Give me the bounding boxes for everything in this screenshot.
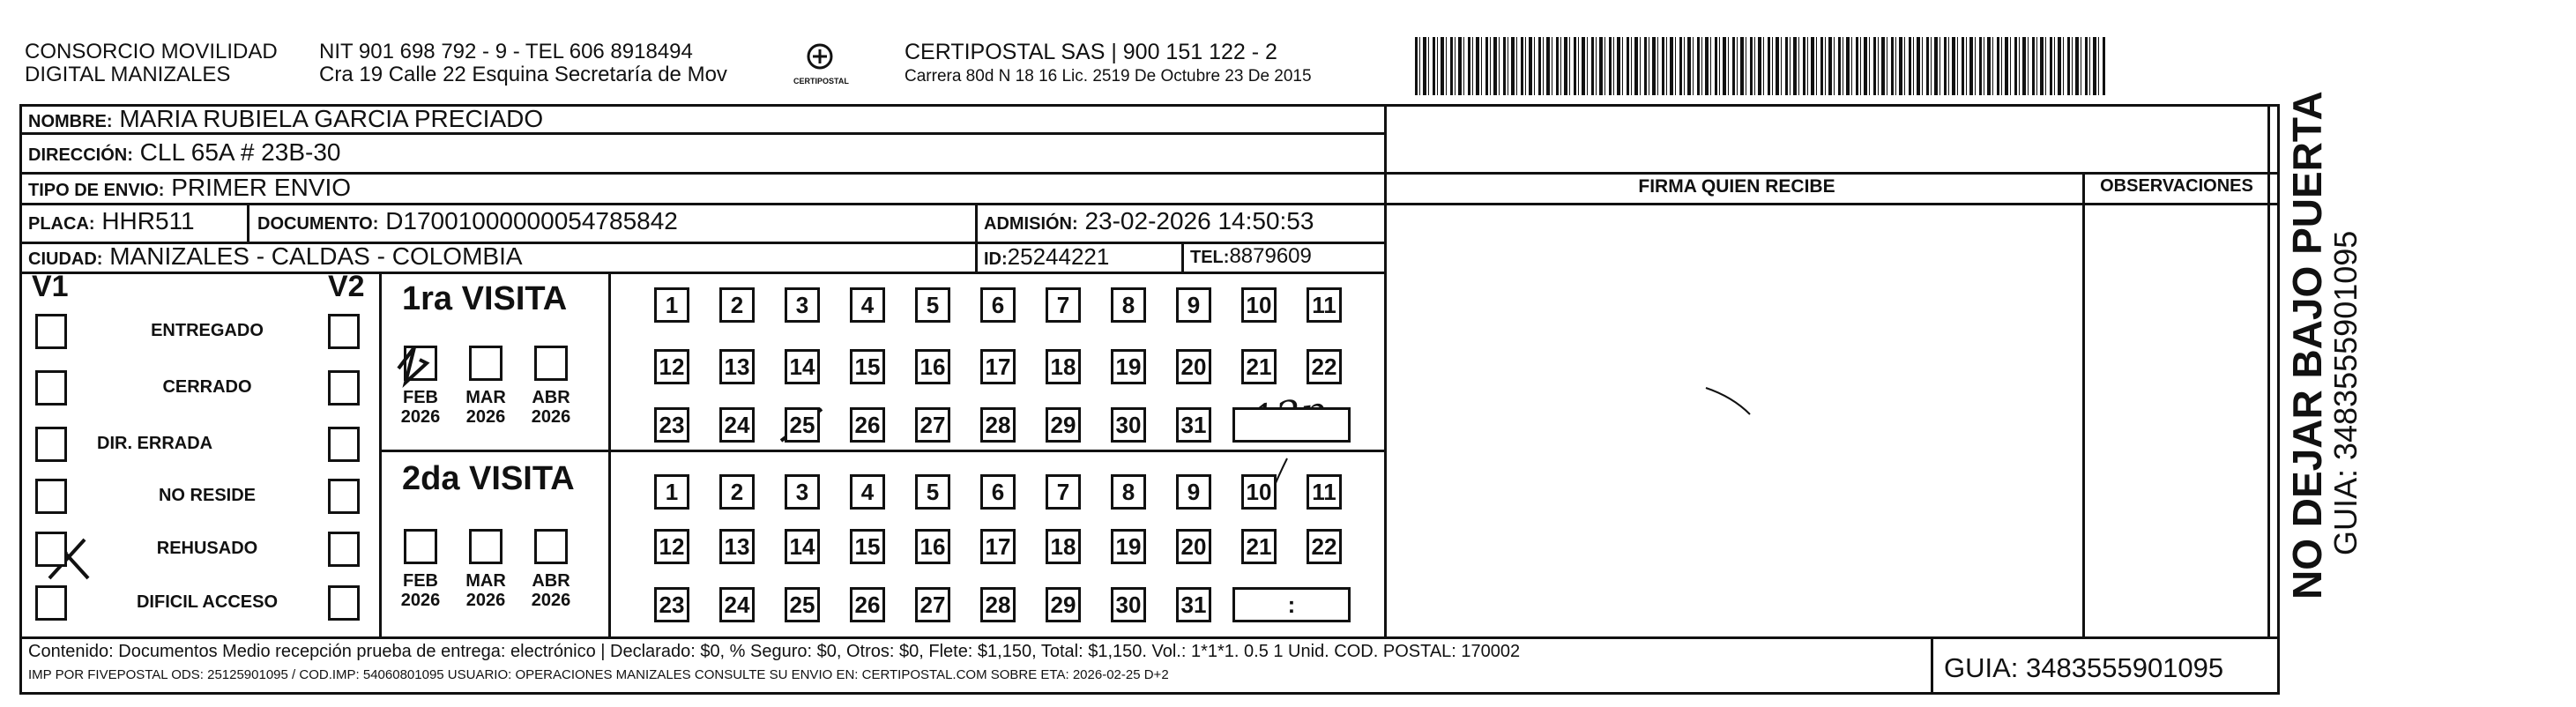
status-reason: DIFICIL ACCESO <box>136 592 278 612</box>
nombre-value: MARIA RUBIELA GARCIA PRECIADO <box>119 105 544 132</box>
visit2-day-box: 2 <box>719 474 755 510</box>
visit1-day-box: 16 <box>915 349 950 384</box>
visit1-day-box: 19 <box>1111 349 1146 384</box>
direccion-value: CLL 65A # 23B-30 <box>139 138 341 166</box>
visit1-day-box: 7 <box>1046 287 1081 323</box>
visit1-month-checkbox <box>404 346 437 381</box>
visit2-month-checkbox <box>404 529 437 564</box>
visit2-day-box: 22 <box>1307 529 1342 564</box>
status-reason: CERRADO <box>162 377 252 397</box>
tel-label: TEL: <box>1190 248 1230 267</box>
id-value: 25244221 <box>1007 243 1110 270</box>
visit1-day-box: 28 <box>980 407 1016 443</box>
visit1-day-box: 17 <box>980 349 1016 384</box>
tipo-label: TIPO DE ENVIO: <box>28 181 165 200</box>
v2-checkbox <box>328 532 360 567</box>
visit1-month-checkbox <box>534 346 568 381</box>
visit2-day-box: 12 <box>654 529 689 564</box>
courier-name: CERTIPOSTAL SAS | 900 151 122 - 2 <box>905 40 1277 64</box>
visit2-month-checkbox <box>534 529 568 564</box>
tel-value: 8879609 <box>1229 244 1312 268</box>
visit2-day-box: 29 <box>1046 587 1081 622</box>
admision-value: 23-02-2026 14:50:53 <box>1084 207 1314 234</box>
stray-mark <box>1706 388 1750 414</box>
visit1-day-box: 27 <box>915 407 950 443</box>
visit2-day-box: 26 <box>850 587 885 622</box>
v1-checkbox <box>35 479 67 514</box>
visit2-title: 2da VISITA <box>402 460 575 497</box>
visit1-day-box: 31 <box>1176 407 1211 443</box>
visit1-day-box: 1 <box>654 287 689 323</box>
visit1-day-box: 12 <box>654 349 689 384</box>
logo-text: CERTIPOSTAL <box>793 77 849 86</box>
status-reason: DIR. ERRADA <box>97 434 213 453</box>
visit1-day-box: 14 <box>785 349 820 384</box>
visit2-month-label: MAR <box>465 571 506 591</box>
visit2-day-box: 18 <box>1046 529 1081 564</box>
visit2-day-box: 24 <box>719 587 755 622</box>
v1-checkbox <box>35 370 67 406</box>
visit1-day-box: 23 <box>654 407 689 443</box>
status-reason: NO RESIDE <box>158 486 257 505</box>
v2-checkbox <box>328 370 360 406</box>
v2-header: V2 <box>328 270 365 303</box>
visit2-day-box: 28 <box>980 587 1016 622</box>
visit2-day-box: 10 <box>1241 474 1277 510</box>
v1-checkbox <box>35 427 67 462</box>
courier-license: Carrera 80d N 18 16 Lic. 2519 De Octubre 23 De 2015 <box>905 67 1312 86</box>
visit2-day-box: 19 <box>1111 529 1146 564</box>
v2-checkbox <box>328 585 360 621</box>
side-guia: GUIA: 3483555901095 <box>2327 230 2364 555</box>
visit2-year-label: 2026 <box>400 591 441 610</box>
visit2-day-box: 11 <box>1307 474 1342 510</box>
status-reason: REHUSADO <box>156 539 258 558</box>
visit2-day-box: 27 <box>915 587 950 622</box>
admision-label: ADMISIÓN: <box>984 214 1078 234</box>
status-reason: ENTREGADO <box>151 321 264 340</box>
observaciones-header: OBSERVACIONES <box>2100 176 2253 196</box>
visit1-day-box: 9 <box>1176 287 1211 323</box>
placa-label: PLACA: <box>28 214 95 234</box>
visit1-day-box: 11 <box>1307 287 1342 323</box>
v1-checkbox <box>35 585 67 621</box>
firma-header: FIRMA QUIEN RECIBE <box>1638 176 1835 197</box>
visit1-year-label: 2026 <box>465 407 506 427</box>
visit2-month-label: FEB <box>403 571 438 591</box>
visit2-day-box: 7 <box>1046 474 1081 510</box>
visit1-month-checkbox <box>469 346 503 381</box>
visit2-day-box: 16 <box>915 529 950 564</box>
visit1-day-box: 26 <box>850 407 885 443</box>
visit1-day-box: 6 <box>980 287 1016 323</box>
documento-value: D17001000000054785842 <box>385 207 678 234</box>
visit1-day-box: 15 <box>850 349 885 384</box>
tipo-value: PRIMER ENVIO <box>171 174 352 201</box>
visit1-day-box: 18 <box>1046 349 1081 384</box>
visit2-day-box: 8 <box>1111 474 1146 510</box>
visit2-day-box: 9 <box>1176 474 1211 510</box>
nombre-label: NOMBRE: <box>28 112 113 131</box>
v1-header: V1 <box>32 270 69 303</box>
visit1-day-box: 8 <box>1111 287 1146 323</box>
visit2-time-box: : <box>1232 587 1351 622</box>
visit2-day-box: 21 <box>1241 529 1277 564</box>
visit1-day-box: 10 <box>1241 287 1277 323</box>
visit2-day-box: 4 <box>850 474 885 510</box>
visit1-day-box: 5 <box>915 287 950 323</box>
side-notice: NO DEJAR BAJO PUERTA <box>2284 91 2330 599</box>
visit1-day-box: 2 <box>719 287 755 323</box>
visit1-month-label: MAR <box>465 388 506 407</box>
company-nit: NIT 901 698 792 - 9 - TEL 606 8918494 <box>319 40 693 63</box>
visit1-day-box: 3 <box>785 287 820 323</box>
visit2-day-box: 20 <box>1176 529 1211 564</box>
visit2-day-box: 23 <box>654 587 689 622</box>
v2-checkbox <box>328 479 360 514</box>
v2-checkbox <box>328 427 360 462</box>
company-name-line1: CONSORCIO MOVILIDAD <box>25 40 278 63</box>
visit2-year-label: 2026 <box>531 591 571 610</box>
visit2-day-box: 30 <box>1111 587 1146 622</box>
visit1-time-box <box>1232 407 1351 443</box>
company-name-line2: DIGITAL MANIZALES <box>25 63 231 86</box>
visit2-day-box: 25 <box>785 587 820 622</box>
visit1-day-box: 20 <box>1176 349 1211 384</box>
visit1-day-box: 22 <box>1307 349 1342 384</box>
visit1-title: 1ra VISITA <box>402 280 568 317</box>
visit2-day-box: 3 <box>785 474 820 510</box>
visit1-year-label: 2026 <box>400 407 441 427</box>
ciudad-value: MANIZALES - CALDAS - COLOMBIA <box>109 242 523 270</box>
visit2-day-box: 14 <box>785 529 820 564</box>
visit1-day-box: 13 <box>719 349 755 384</box>
visit2-day-box: 13 <box>719 529 755 564</box>
visit1-month-label: FEB <box>403 388 438 407</box>
footer-content: Contenido: Documentos Medio recepción prueba de entrega: electrónico | Declarado: $0, % Seguro: $0, Otros: $0, Flete: $1,150, Total: $1,150. Vol.: 1*1*1. 0.5 1 Unid. COD. POSTAL: 170002 <box>28 642 1521 661</box>
visit1-month-label: ABR <box>532 388 570 407</box>
v2-checkbox <box>328 314 360 349</box>
visit1-day-box: 4 <box>850 287 885 323</box>
visit1-day-box: 24 <box>719 407 755 443</box>
company-address: Cra 19 Calle 22 Esquina Secretaría de Mov <box>319 63 727 86</box>
visit2-day-box: 5 <box>915 474 950 510</box>
id-label: ID: <box>984 249 1008 269</box>
visit2-year-label: 2026 <box>465 591 506 610</box>
ciudad-label: CIUDAD: <box>28 249 103 269</box>
documento-label: DOCUMENTO: <box>257 214 379 234</box>
placa-value: HHR511 <box>101 207 195 234</box>
visit2-day-box: 1 <box>654 474 689 510</box>
visit2-day-box: 15 <box>850 529 885 564</box>
footer-imp: IMP POR FIVEPOSTAL ODS: 25125901095 / COD.IMP: 54060801095 USUARIO: OPERACIONES MANIZALES CONSULTE SU ENVIO EN: CERTIPOSTAL.COM SOBRE ETA: 2026-02-25 D+2 <box>28 667 1169 682</box>
visit2-month-checkbox <box>469 529 503 564</box>
v1-checkbox <box>35 314 67 349</box>
v1-checkbox <box>35 532 67 567</box>
direccion-label: DIRECCIÓN: <box>28 145 133 165</box>
visit1-day-box: 21 <box>1241 349 1277 384</box>
visit2-day-box: 17 <box>980 529 1016 564</box>
visit1-year-label: 2026 <box>531 407 571 427</box>
visit1-day-box: 30 <box>1111 407 1146 443</box>
visit2-month-label: ABR <box>532 571 570 591</box>
visit1-day-box: 25 <box>785 407 820 443</box>
visit2-day-box: 31 <box>1176 587 1211 622</box>
visit1-day-box: 29 <box>1046 407 1081 443</box>
visit2-day-box: 6 <box>980 474 1016 510</box>
footer-guia: GUIA: 3483555901095 <box>1944 652 2224 683</box>
